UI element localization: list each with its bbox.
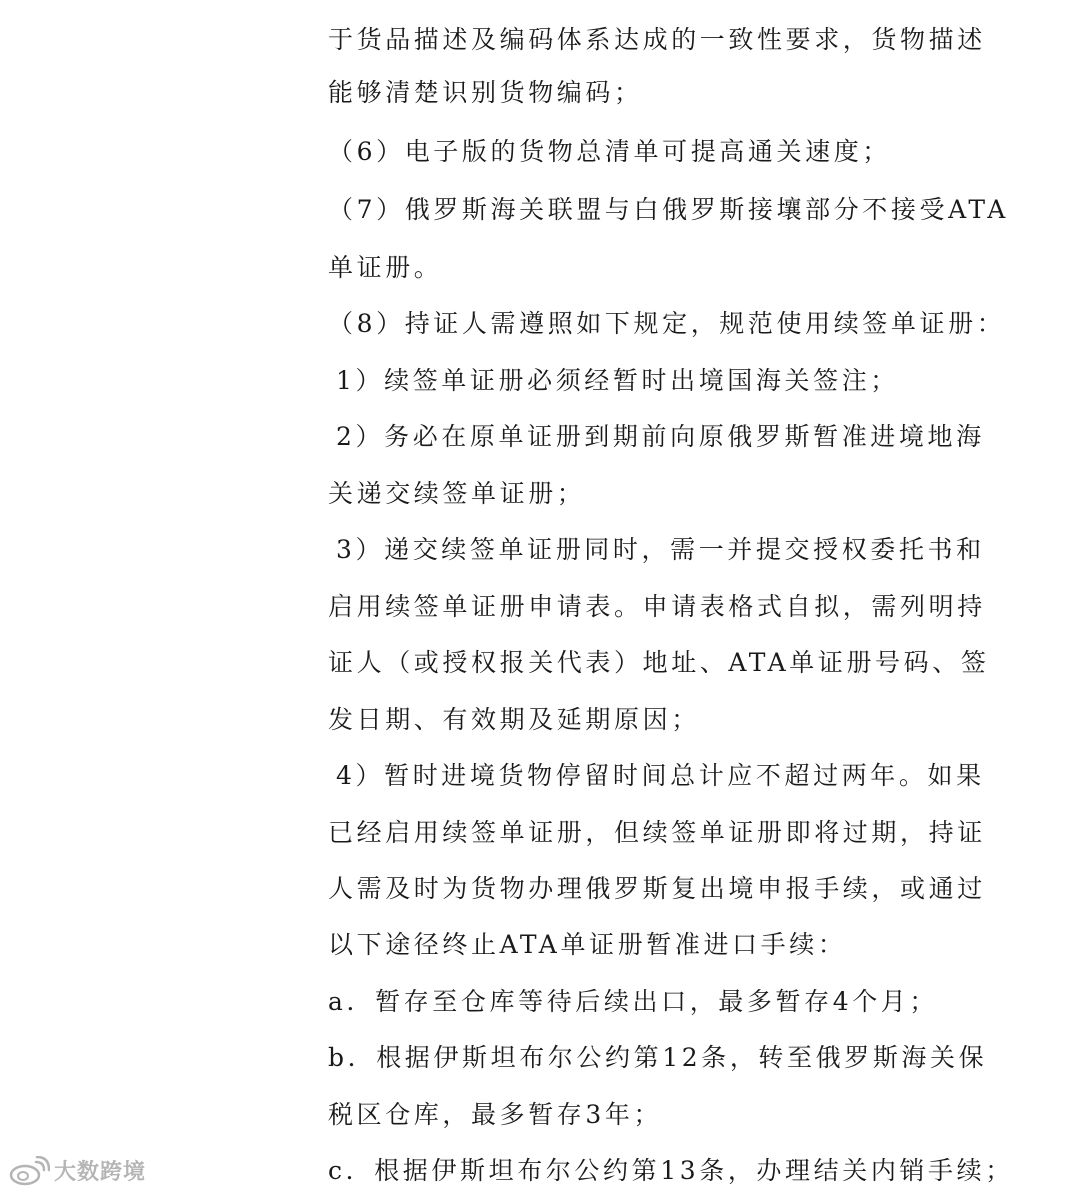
watermark <box>8 1155 146 1186</box>
text-line: 能够清楚识别货物编码； <box>328 78 643 107</box>
text-line: 已经启用续签单证册，但续签单证册即将过期，持证 <box>328 818 986 847</box>
text-line: 1）续签单证册必须经暂时出境国海关签注； <box>336 366 899 395</box>
weibo-logo-icon <box>8 1156 50 1186</box>
text-line: 发日期、有效期及延期原因； <box>328 705 700 734</box>
text-line: 证人（或授权报关代表）地址、ATA单证册号码、签 <box>328 648 990 677</box>
text-line: 4）暂时进境货物停留时间总计应不超过两年。如果 <box>336 761 985 790</box>
text-line: 启用续签单证册申请表。申请表格式自拟，需列明持 <box>328 592 986 621</box>
text-line: 关递交续签单证册； <box>328 479 586 508</box>
text-line: 人需及时为货物办理俄罗斯复出境申报手续，或通过 <box>328 874 986 903</box>
text-line: a．暂存至仓库等待后续出口，最多暂存4个月； <box>328 987 939 1016</box>
text-line: 单证册。 <box>328 253 443 282</box>
text-line: c．根据伊斯坦布尔公约第13条，办理结关内销手续； <box>328 1156 1014 1185</box>
text-line: 以下途径终止ATA单证册暂准进口手续： <box>328 930 847 959</box>
text-line: 3）递交续签单证册同时，需一并提交授权委托书和 <box>336 535 985 564</box>
text-line: （6）电子版的货物总清单可提高通关速度； <box>328 137 891 166</box>
text-line: 于货品描述及编码体系达成的一致性要求，货物描述 <box>328 25 986 54</box>
text-line: （8）持证人需遵照如下规定，规范使用续签单证册： <box>328 309 1006 338</box>
text-line: （7）俄罗斯海关联盟与白俄罗斯接壤部分不接受ATA <box>328 195 1009 224</box>
watermark-text: 大数跨境 <box>54 1160 147 1185</box>
text-line: b．根据伊斯坦布尔公约第12条，转至俄罗斯海关保 <box>328 1043 988 1072</box>
text-line: 税区仓库，最多暂存3年； <box>328 1100 663 1129</box>
text-line: 2）务必在原单证册到期前向原俄罗斯暂准进境地海 <box>336 422 985 451</box>
